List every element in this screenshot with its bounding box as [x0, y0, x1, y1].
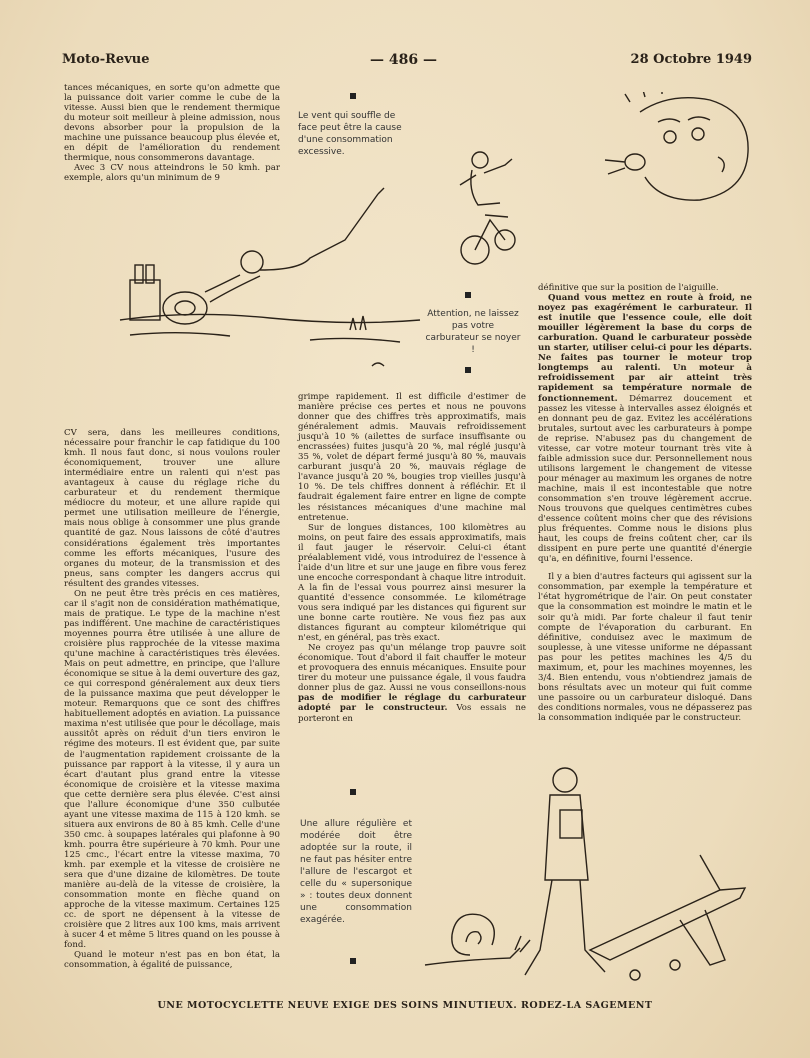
blowing-face-illustration: [600, 92, 755, 204]
column-1-bottom-text: [64, 428, 280, 971]
section-bullet-carb-bottom: [465, 367, 471, 373]
section-bullet-carb-top: [465, 292, 471, 298]
section-bullet-snail-top: [350, 789, 356, 795]
magazine-title: Moto-Revue: [62, 52, 150, 67]
snail-man-jet-illustration: [420, 760, 760, 990]
column-3-text: [538, 283, 752, 723]
footer-slogan: UNE MOTOCYCLETTE NEUVE EXIGE DES SOINS MINUTIEUX. RODEZ-LA SAGEMENT: [157, 1000, 653, 1011]
paragraph: Ne croyez pas qu'un mélange trop pauvre soit économique. Tout d'abord il fait chauffer le moteur et provoquera des ennuis mécaniques. Ensuite pour tirer du moteur une puissance égale, il vous faudra donner plus de gaz. Aussi ne vous conseillons-nous pas de modifier le réglage du carburateur adopté par le constructeur. Vos essais ne porteront en: [298, 643, 526, 724]
paragraph: On ne peut être très précis en ces matières, car il s'agit non de considération mathématique, mais de pratique. Le type de la machine n'est pas indifférent. Une machine de caractéristiques moyennes pourra être utilisée à une allure de croisière plus rapprochée de la vitesse maxima qu'une machine à caractéristiques très élevées. Mais on peut admettre, en principe, que l'allure économique se situe à la demi ouverture des gaz, ce qui correspond généralement aux deux tiers de la puissance maxima que peut développer le moteur. Remarquons que ce sont des chiffres habituellement adoptés en aviation. La puissance maxima n'est utilisée que pour le décollage, mais aussitôt après on réduit d'un tiers environ le régime des moteurs. Il est évident que, par suite de l'augmentation rapidement croissante de la puissance par rapport à la vitesse, il y aura un écart d'autant plus grand entre la vitesse économique de croisière et la vitesse maxima que cette dernière sera plus élevée. C'est ainsi que l'allure économique d'une 350 culbutée ayant une vitesse maxima de 115 à 120 kmh. se situera aux environs de 80 à 85 kmh. Celle d'une 350 cmc. à soupapes latérales qui plafonne à 90 kmh. pourra être supérieure à 70 kmh. Pour une 125 cmc., l'écart entre la vitesse maxima, 70 kmh. par exemple et la vitesse de croisière ne sera que d'une dizaine de kilomètres. De toute manière au-delà de la vitesse de croisière, la consommation monte en flèche quand on approche de la vitesse maximum. Certaines 125 cc. de sport ne dépensent à la vitesse de croisière que 2 litres aux 100 kms, mais arrivent à sucer 4 et même 5 litres quand on les pousse à fond.: [64, 588, 280, 951]
caption-wind: Le vent qui souffle de face peut être la cause d'une consommation excessive.: [298, 111, 402, 157]
caption-carburateur: Attention, ne laissez pas votre carburateur se noyer !: [425, 309, 521, 355]
paragraph: Quand vous mettez en route à froid, ne noyez pas exagérément le carburateur. Il est inutile que l'essence coule, elle doit mouiller légèrement la base du corps de carburation. Quand le carburateur possède un starter, utiliser celui-ci pour les départs. Ne faites pas tourner le moteur trop longtemps au ralenti. Un moteur à refroidissement par air atteint très rapidement sa température normale de fonctionnement. Démarrez doucement et passez les vitesse à intervalles assez éloignés et en donnant peu de gaz. Evitez les accélérations brutales, surtout avec les carburateurs à pompe de reprise. N'abusez pas du changement de vitesse, car votre moteur tournant très vite à faible admission suce dur. Personnellement nous utilisons largement le changement de vitesse pour ménager au maximum les organes de notre machine, mais il est incontestable que notre consommation s'en trouve légèrement accrue. Nous trouvons que quelques centimètres cubes d'essence coûtent moins cher que des révisions plus fréquentes. Comme nous le disions plus haut, les coups de freins coûtent cher, car ils dissipent en pure perte une quantité d'énergie qu'a, en définitive, fourni l'essence.: [538, 293, 752, 565]
paragraph: Quand le moteur n'est pas en bon état, la consommation, à égalité de puissance,: [64, 950, 280, 971]
paragraph: CV sera, dans les meilleures conditions, nécessaire pour franchir le cap fatidique du 100 kmh. Il nous faut donc, si nous voulons rouler économiquement, trouver une allure intermédiaire entre un ralenti qui n'est pas avantageux à cause du réglage riche du carburateur et du rendement thermique médiocre du moteur, et une allure rapide qui permet une utilisation meilleure de l'énergie, mais nous oblige à consommer une plus grande quantité de gaz. Nous laissons de côté d'autres considérations également très importantes comme les efforts mécaniques, l'usure des organes du moteur, de la transmission et des pneus, sans compter les dangers accrus qui résultent des grandes vitesses.: [64, 428, 280, 589]
motorcyclist-illustration: [450, 145, 530, 280]
paragraph: tances mécaniques, en sorte qu'on admette que la puissance doit varier comme le cube de la vitesse. Aussi bien que le rendement thermique du moteur soit meilleur à pleine admission, nous devons absorber pour la propulsion de la machine une puissance beaucoup plus élevée et, en dépit de l'amélioration du rendement thermique, nous consommerons davantage.: [64, 83, 280, 164]
paragraph: définitive que sur la position de l'aiguille.: [538, 283, 719, 293]
issue-date: 28 Octobre 1949: [630, 52, 752, 67]
paragraph: Sur de longues distances, 100 kilomètres au moins, on peut faire des essais approximatifs, mais il faut jauger le réservoir. Celui-ci étant préalablement vidé, vous introduirez de l'essence à l'aide d'un litre et sur une jauge en fibre vous ferez une encoche correspondant à chaque litre introduit. A la fin de l'essai vous pourrez ainsi mesurer la quantité d'essence consommée. Le kilométrage vous sera indiqué par les distances qui figurent sur une bonne carte routière. Ne vous fiez pas aux distances figurant au compteur kilométrique qui n'est, en général, pas très exact.: [298, 522, 526, 644]
section-bullet-wind: [350, 93, 356, 99]
section-bullet-snail-bottom: [350, 958, 356, 964]
paragraph: grimpe rapidement. Il est difficile d'estimer de manière précise ces pertes et nous ne pouvons donner que des chiffres très approximatifs, mais généralement admis. Mauvais refroidissement jusqu'à 10 % (ailettes de surface insuffisante ou encrassées) fuites jusqu'à 20 %, mal réglé jusqu'à 35 %, volet de départ fermé jusqu'à 80 %, mauvais carburant jusqu'à 20 %, mauvais réglage de l'avance jusqu'à 20 %, bougies trop vieilles jusqu'à 10 %. De tels chiffres donnent à réfléchir. Et il faudrait également faire entrer en ligne de compte les résistances mécaniques d'une machine mal entretenue.: [298, 392, 526, 523]
paragraph: Avec 3 CV nous atteindrons le 50 kmh. par exemple, alors qu'un minimum de 9: [64, 163, 280, 184]
swimmer-carburettor-illustration: [110, 180, 430, 380]
caption-snail: Une allure régulière et modérée doit être adoptée sur la route, il ne faut pas hésiter entre l'allure de l'escargot et celle du « supersonique » : toutes deux donnent une consommation exagérée.: [300, 819, 412, 925]
paragraph: Il y a bien d'autres facteurs qui agissent sur la consommation, par exemple la température et l'état hygrométrique de l'air. On peut constater que la consommation est moindre le matin et le soir qu'à midi. Par forte chaleur il faut tenir compte de l'évaporation du carburant. En définitive, conduisez avec le maximum de souplesse, à une vitesse uniforme ne dépassant pas pour les petites machines les 4/5 du maximum, et, pour les machines moyennes, les 3/4. Bien entendu, vous n'obtiendrez jamais de bons résultats avec un moteur qui fuit comme une passoire ou un carburateur disloqué. Dans des conditions normales, vous ne dépasserez pas la consommation indiquée par le constructeur.: [538, 572, 753, 723]
column-1-top-text: [64, 83, 280, 183]
column-2-text: [298, 392, 526, 724]
page-number: — 486 —: [370, 52, 437, 68]
